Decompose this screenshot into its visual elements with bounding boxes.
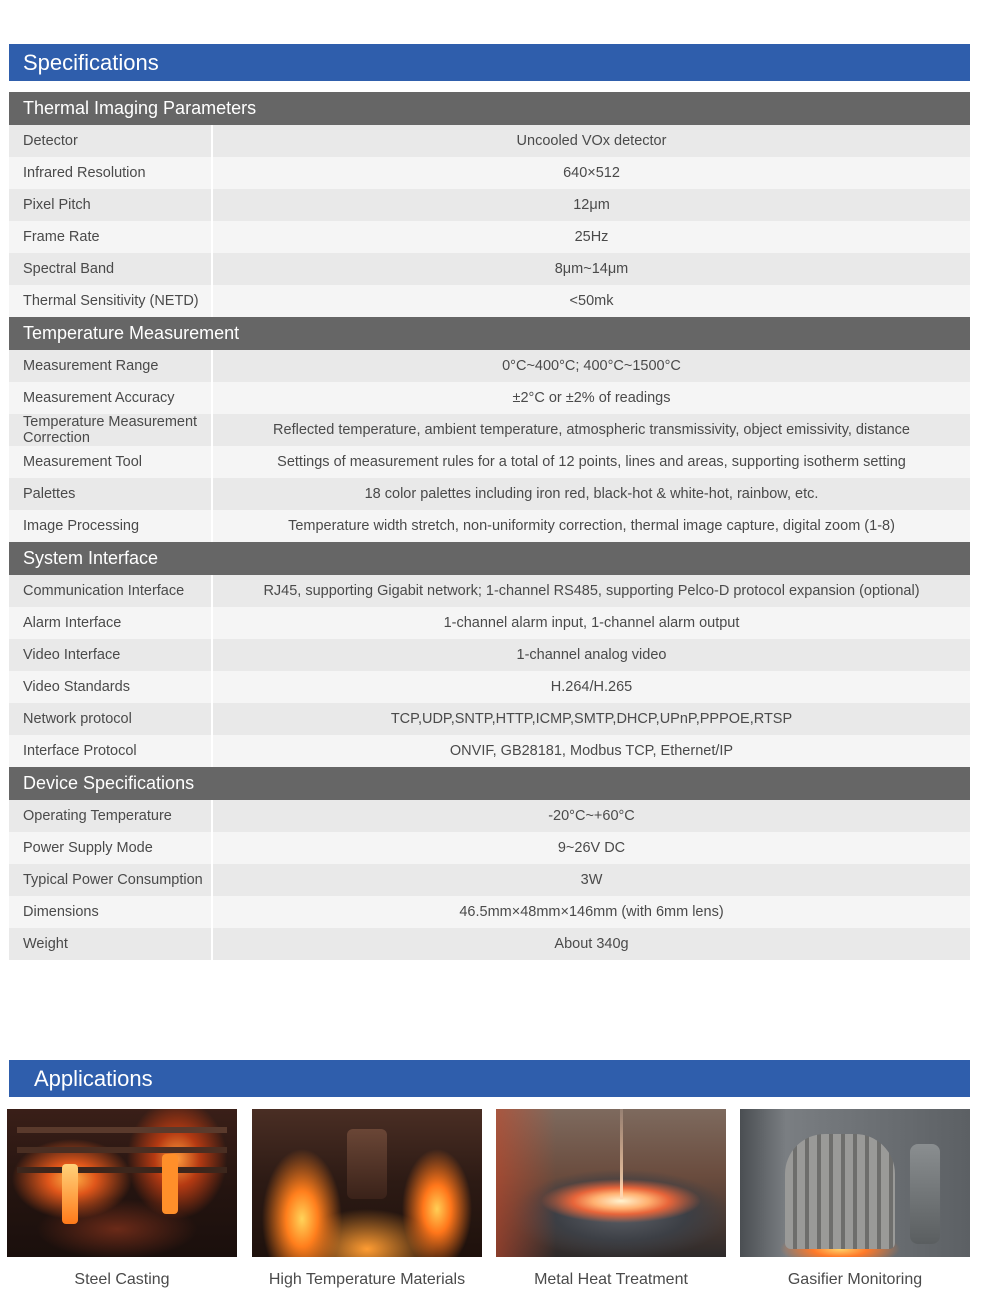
spec-label: Measurement Accuracy xyxy=(9,382,213,414)
spec-label: Interface Protocol xyxy=(9,735,213,767)
table-row xyxy=(9,575,970,607)
table-row xyxy=(9,510,970,542)
applications-gallery xyxy=(7,1109,970,1299)
spec-label: Weight xyxy=(9,928,213,960)
spec-label: Pixel Pitch xyxy=(9,189,213,221)
section-title: Device Specifications xyxy=(23,773,195,793)
spec-label: Video Interface xyxy=(9,639,213,671)
spec-label: Power Supply Mode xyxy=(9,832,213,864)
spec-label: Video Standards xyxy=(9,671,213,703)
table-row xyxy=(9,350,970,382)
table-row xyxy=(9,703,970,735)
spec-label: Temperature Measurement Correction xyxy=(9,414,213,446)
table-row xyxy=(9,896,970,928)
spec-value: TCP,UDP,SNTP,HTTP,ICMP,SMTP,DHCP,UPnP,PPPOE,RTSP xyxy=(390,711,793,727)
spec-value: Reflected temperature, ambient temperature, atmospheric transmissivity, object emissivity, distance xyxy=(273,422,910,438)
spec-label: Operating Temperature xyxy=(9,800,213,832)
spec-value: H.264/H.265 xyxy=(550,679,633,695)
table-row xyxy=(9,285,970,317)
spec-value: 640×512 xyxy=(563,165,620,181)
specifications-banner xyxy=(9,44,970,81)
spec-label: Thermal Sensitivity (NETD) xyxy=(9,285,213,317)
table-row xyxy=(9,125,970,157)
spec-value: RJ45, supporting Gigabit network; 1-channel RS485, supporting Pelco-D protocol expansion (optional) xyxy=(263,583,920,599)
spec-label: Communication Interface xyxy=(9,575,213,607)
table-row xyxy=(9,157,970,189)
section-header-temperature-measurement xyxy=(9,317,970,350)
table-row xyxy=(9,478,970,510)
table-row xyxy=(9,832,970,864)
high-temperature-materials-photo xyxy=(252,1109,482,1257)
spec-label: Network protocol xyxy=(9,703,213,735)
application-card-high-temperature-materials xyxy=(252,1109,482,1289)
table-row xyxy=(9,446,970,478)
applications-title: Applications xyxy=(34,1065,153,1091)
spec-label: Detector xyxy=(9,125,213,157)
spec-label: Alarm Interface xyxy=(9,607,213,639)
application-card-steel-casting xyxy=(7,1109,237,1289)
application-card-metal-heat-treatment xyxy=(496,1109,726,1289)
spec-label: Palettes xyxy=(9,478,213,510)
section-header-thermal-imaging xyxy=(9,92,970,125)
steel-casting-photo xyxy=(7,1109,237,1257)
spec-value: ±2°C or ±2% of readings xyxy=(512,390,671,406)
spec-label: Typical Power Consumption xyxy=(9,864,213,896)
table-row xyxy=(9,382,970,414)
application-caption: Metal Heat Treatment xyxy=(534,1271,688,1288)
section-title: System Interface xyxy=(23,548,159,568)
metal-heat-treatment-photo xyxy=(496,1109,726,1257)
table-row xyxy=(9,639,970,671)
spec-label: Measurement Tool xyxy=(9,446,213,478)
spec-label: Spectral Band xyxy=(9,253,213,285)
section-header-device-specifications xyxy=(9,767,970,800)
spec-label: Dimensions xyxy=(9,896,213,928)
spec-value: 0°C~400°C; 400°C~1500°C xyxy=(502,358,681,374)
application-caption: High Temperature Materials xyxy=(268,1271,466,1288)
table-row xyxy=(9,735,970,767)
spec-value: Temperature width stretch, non-uniformity correction, thermal image capture, digital zoom (1-8) xyxy=(288,518,895,534)
table-row xyxy=(9,253,970,285)
spec-value: 18 color palettes including iron red, black-hot & white-hot, rainbow, etc. xyxy=(364,486,819,502)
application-caption: Steel Casting xyxy=(74,1271,170,1288)
specifications-title: Specifications xyxy=(23,49,159,75)
spec-value: 46.5mm×48mm×146mm (with 6mm lens) xyxy=(459,904,724,920)
spec-value: 1-channel analog video xyxy=(516,647,667,663)
section-title: Thermal Imaging Parameters xyxy=(23,98,257,118)
spec-value: 25Hz xyxy=(574,229,609,245)
table-row xyxy=(9,800,970,832)
spec-value: 8μm~14μm xyxy=(554,261,629,277)
application-caption: Gasifier Monitoring xyxy=(787,1271,923,1288)
spec-value: About 340g xyxy=(554,936,629,952)
table-row xyxy=(9,189,970,221)
spec-value: 3W xyxy=(580,872,603,888)
table-row xyxy=(9,221,970,253)
table-row xyxy=(9,414,970,446)
table-row xyxy=(9,607,970,639)
spec-value: Settings of measurement rules for a total of 12 points, lines and areas, supporting isotherm setting xyxy=(277,454,906,470)
table-row xyxy=(9,671,970,703)
section-header-system-interface xyxy=(9,542,970,575)
spec-value: 1-channel alarm input, 1-channel alarm output xyxy=(443,615,740,631)
spec-value: 9~26V DC xyxy=(557,840,626,856)
table-row xyxy=(9,928,970,960)
specifications-table xyxy=(9,92,970,960)
spec-value: -20°C~+60°C xyxy=(548,808,635,824)
section-title: Temperature Measurement xyxy=(23,323,240,343)
spec-value: ONVIF, GB28181, Modbus TCP, Ethernet/IP xyxy=(449,743,734,759)
spec-label: Frame Rate xyxy=(9,221,213,253)
gasifier-monitoring-photo xyxy=(740,1109,970,1257)
spec-value: 12μm xyxy=(573,197,610,213)
application-card-gasifier-monitoring xyxy=(740,1109,970,1289)
spec-label: Infrared Resolution xyxy=(9,157,213,189)
applications-banner xyxy=(9,1060,970,1097)
spec-value: Uncooled VOx detector xyxy=(516,133,667,149)
table-row xyxy=(9,864,970,896)
spec-value: <50mk xyxy=(569,293,614,309)
spec-label: Measurement Range xyxy=(9,350,213,382)
spec-label: Image Processing xyxy=(9,510,213,542)
